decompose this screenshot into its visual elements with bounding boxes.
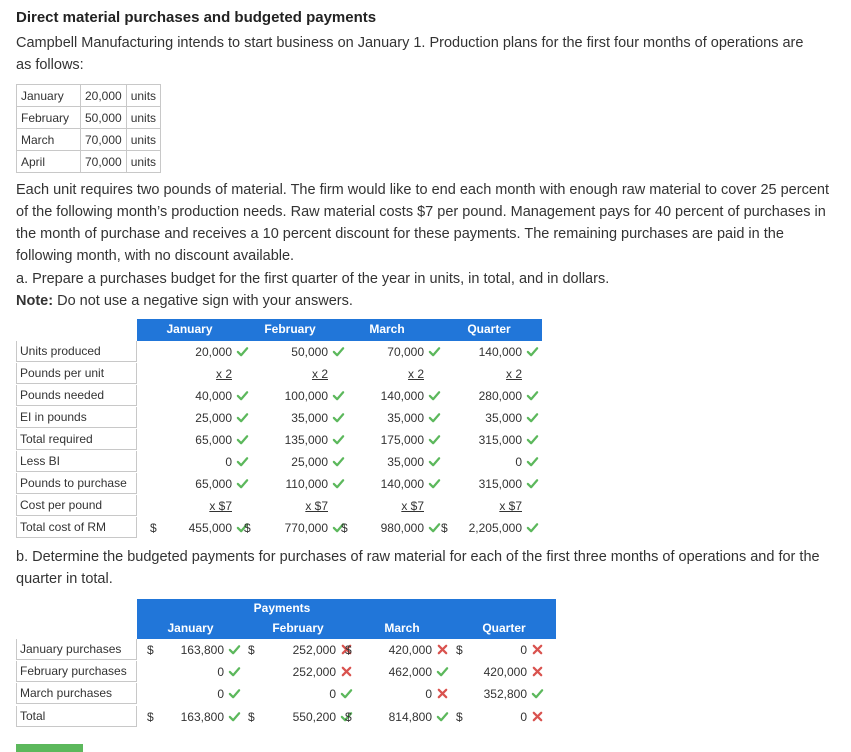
check-icon xyxy=(228,643,241,656)
budget-input[interactable] xyxy=(354,385,444,407)
cell-value: 25,000 xyxy=(291,455,328,469)
cell-value: 0 xyxy=(520,710,527,724)
table-row xyxy=(16,451,542,473)
cell-value: 110,000 xyxy=(285,477,328,491)
cell-value: x $7 xyxy=(401,499,424,513)
dollar-sign: $ xyxy=(150,521,157,535)
check-icon xyxy=(428,455,441,468)
cross-icon xyxy=(436,687,449,700)
check-icon xyxy=(428,477,441,490)
cross-icon xyxy=(436,643,449,656)
production-units: 50,000 xyxy=(81,107,127,129)
payment-input[interactable] xyxy=(154,706,244,728)
check-icon xyxy=(428,433,441,446)
cell-value: 252,000 xyxy=(292,643,336,657)
table-row xyxy=(16,363,542,385)
check-icon xyxy=(428,345,441,358)
table-row xyxy=(16,639,542,661)
budget-input[interactable] xyxy=(258,495,348,517)
cell-value: 0 xyxy=(329,687,336,701)
budget-input[interactable] xyxy=(452,517,542,539)
check-icon xyxy=(332,389,345,402)
cell-value: 315,000 xyxy=(478,477,522,491)
column-header: March xyxy=(384,621,420,635)
budget-input[interactable] xyxy=(258,385,348,407)
cell-value: x 2 xyxy=(215,367,232,381)
note-text xyxy=(16,290,353,312)
cell-value: 770,000 xyxy=(284,521,328,535)
column-header: Quarter xyxy=(467,322,511,336)
row-label: March purchases xyxy=(16,683,137,704)
budget-input[interactable] xyxy=(162,517,252,539)
production-units: 70,000 xyxy=(81,151,127,173)
payment-input[interactable] xyxy=(154,639,244,661)
cell-value: 252,000 xyxy=(292,665,336,679)
column-header: Quarter xyxy=(482,621,526,635)
dollar-sign: $ xyxy=(147,643,154,657)
check-icon xyxy=(526,455,539,468)
payment-input[interactable] xyxy=(457,706,547,728)
cell-value: 814,800 xyxy=(388,710,432,724)
check-icon xyxy=(526,477,539,490)
check-icon xyxy=(428,411,441,424)
cell-value: x 2 xyxy=(407,367,424,381)
dollar-sign: $ xyxy=(248,643,255,657)
payment-input[interactable] xyxy=(362,661,452,683)
budget-input[interactable] xyxy=(354,517,444,539)
details-text: Each unit requires two pounds of material. The firm would like to end each month with enough raw material to cover 25 percent of the following month’s production needs. Raw material costs $7 per pound. Management pays for 40 percent of purchases in the month of purchase and receives a 10 percent discount for these payments. The remaining purchases are paid in the following month, with no discount available. xyxy=(16,182,829,264)
cell-value: 140,000 xyxy=(478,345,522,359)
dollar-sign: $ xyxy=(456,643,463,657)
cell-value: 420,000 xyxy=(388,643,432,657)
check-icon xyxy=(228,710,241,723)
cell-value: 65,000 xyxy=(195,433,232,447)
payment-input[interactable] xyxy=(266,661,356,683)
budget-input[interactable] xyxy=(258,517,348,539)
payment-input[interactable] xyxy=(362,706,452,728)
check-icon xyxy=(236,389,249,402)
check-icon xyxy=(531,687,544,700)
cell-value: 0 xyxy=(217,665,224,679)
dollar-sign: $ xyxy=(456,710,463,724)
cell-value: 420,000 xyxy=(483,665,527,679)
table-row xyxy=(16,495,542,517)
cell-value: 280,000 xyxy=(478,389,522,403)
cell-value: 70,000 xyxy=(387,345,424,359)
cell-value: 0 xyxy=(425,687,432,701)
table-row xyxy=(16,683,542,705)
part-a-text: a. Prepare a purchases budget for the first quarter of the year in units, in total, and in dollars. xyxy=(16,271,610,287)
cross-icon xyxy=(340,665,353,678)
row-label: February purchases xyxy=(16,661,137,682)
budget-input[interactable] xyxy=(162,385,252,407)
check-icon xyxy=(236,477,249,490)
production-table xyxy=(16,84,161,173)
check-icon xyxy=(228,665,241,678)
cell-value: 163,800 xyxy=(180,643,224,657)
group-header: Payments xyxy=(253,601,311,615)
cell-value: x $7 xyxy=(209,499,232,513)
column-header: February xyxy=(272,621,324,635)
cross-icon xyxy=(531,665,544,678)
table-row xyxy=(16,473,542,495)
cell-value: 140,000 xyxy=(380,389,424,403)
row-label: Cost per pound xyxy=(16,495,137,516)
production-month: January xyxy=(17,85,81,107)
table-row xyxy=(16,407,542,429)
column-header: February xyxy=(264,322,316,336)
cell-value: 35,000 xyxy=(291,411,328,425)
budget-input[interactable] xyxy=(258,407,348,429)
production-units: 20,000 xyxy=(81,85,127,107)
note-body: Do not use a negative sign with your answers. xyxy=(53,293,353,309)
budget-input[interactable] xyxy=(354,407,444,429)
table-row xyxy=(16,706,542,728)
purchases-budget-table xyxy=(16,319,542,539)
dollar-sign: $ xyxy=(345,643,352,657)
budget-input[interactable] xyxy=(162,407,252,429)
budget-input[interactable] xyxy=(354,495,444,517)
cell-value: 40,000 xyxy=(195,389,232,403)
dollar-sign: $ xyxy=(441,521,448,535)
payment-input[interactable] xyxy=(266,683,356,705)
payment-input[interactable] xyxy=(362,683,452,705)
cell-value: 140,000 xyxy=(380,477,424,491)
cell-value: 0 xyxy=(520,643,527,657)
row-label: January purchases xyxy=(16,639,137,660)
cell-value: 0 xyxy=(217,687,224,701)
check-icon xyxy=(236,411,249,424)
budget-input[interactable] xyxy=(452,363,542,385)
table-row xyxy=(16,429,542,451)
production-unit-label: units xyxy=(126,85,160,107)
cell-value: 20,000 xyxy=(195,345,232,359)
budget-input[interactable] xyxy=(354,473,444,495)
budget-input[interactable] xyxy=(162,429,252,451)
cell-value: 315,000 xyxy=(478,433,522,447)
check-icon xyxy=(236,433,249,446)
production-row xyxy=(17,129,161,151)
row-label: EI in pounds xyxy=(16,407,137,428)
payment-input[interactable] xyxy=(362,639,452,661)
table-row xyxy=(16,341,542,363)
cell-value: 163,800 xyxy=(180,710,224,724)
dollar-sign: $ xyxy=(341,521,348,535)
cell-value: 35,000 xyxy=(387,455,424,469)
check-icon xyxy=(526,389,539,402)
production-row xyxy=(17,85,161,107)
column-header: January xyxy=(166,322,213,336)
check-icon xyxy=(236,455,249,468)
cell-value: x $7 xyxy=(499,499,522,513)
budget-input[interactable] xyxy=(162,495,252,517)
row-label: Pounds per unit xyxy=(16,363,137,384)
budget-input[interactable] xyxy=(452,429,542,451)
production-unit-label: units xyxy=(126,107,160,129)
table-row xyxy=(16,517,542,539)
cell-value: 550,200 xyxy=(292,710,336,724)
budget-input[interactable] xyxy=(258,429,348,451)
table-row xyxy=(16,385,542,407)
check-icon xyxy=(428,389,441,402)
payments-budget-table xyxy=(16,599,542,729)
cell-value: 135,000 xyxy=(284,433,328,447)
check-icon xyxy=(332,455,345,468)
check-icon xyxy=(526,411,539,424)
cell-value: x 2 xyxy=(311,367,328,381)
cell-value: x $7 xyxy=(305,499,328,513)
row-label: Total cost of RM xyxy=(16,517,137,538)
budget-input[interactable] xyxy=(354,451,444,473)
check-icon xyxy=(526,433,539,446)
payment-input[interactable] xyxy=(457,661,547,683)
row-label: Total required xyxy=(16,429,137,450)
cell-value: 980,000 xyxy=(380,521,424,535)
dollar-sign: $ xyxy=(248,710,255,724)
production-month: February xyxy=(17,107,81,129)
cell-value: 462,000 xyxy=(388,665,432,679)
table-header xyxy=(137,599,556,639)
check-icon xyxy=(332,411,345,424)
production-row xyxy=(17,151,161,173)
cell-value: 2,205,000 xyxy=(468,521,522,535)
check-icon xyxy=(332,345,345,358)
budget-input[interactable] xyxy=(162,341,252,363)
budget-input[interactable] xyxy=(162,451,252,473)
budget-input[interactable] xyxy=(452,407,542,429)
payment-input[interactable] xyxy=(154,661,244,683)
cell-value: 50,000 xyxy=(291,345,328,359)
payment-input[interactable] xyxy=(266,639,356,661)
intro-text: Campbell Manufacturing intends to start business on January 1. Production plans for the first four months of operations are as follows: xyxy=(16,35,804,73)
check-icon xyxy=(332,477,345,490)
cell-value: 35,000 xyxy=(387,411,424,425)
column-header: January xyxy=(167,621,214,635)
check-icon xyxy=(340,687,353,700)
dollar-sign: $ xyxy=(244,521,251,535)
cross-icon xyxy=(531,643,544,656)
cell-value: 25,000 xyxy=(195,411,232,425)
budget-input[interactable] xyxy=(162,363,252,385)
cell-value: 65,000 xyxy=(195,477,232,491)
check-icon xyxy=(526,345,539,358)
check-icon xyxy=(236,345,249,358)
table-row xyxy=(16,661,542,683)
budget-input[interactable] xyxy=(452,495,542,517)
budget-input[interactable] xyxy=(258,363,348,385)
row-label: Total xyxy=(16,706,137,727)
cross-icon xyxy=(531,710,544,723)
cell-value: 352,800 xyxy=(483,687,527,701)
budget-input[interactable] xyxy=(162,473,252,495)
budget-input[interactable] xyxy=(452,385,542,407)
cell-value: 0 xyxy=(225,455,232,469)
payment-input[interactable] xyxy=(266,706,356,728)
check-icon xyxy=(526,521,539,534)
production-month: March xyxy=(17,129,81,151)
table-header xyxy=(137,319,542,341)
budget-input[interactable] xyxy=(354,363,444,385)
budget-input[interactable] xyxy=(452,341,542,363)
budget-input[interactable] xyxy=(452,451,542,473)
check-icon xyxy=(436,665,449,678)
payment-input[interactable] xyxy=(457,683,547,705)
payment-input[interactable] xyxy=(457,639,547,661)
check-icon xyxy=(436,710,449,723)
cell-value: x 2 xyxy=(505,367,522,381)
cell-value: 175,000 xyxy=(380,433,424,447)
budget-input[interactable] xyxy=(452,473,542,495)
budget-input[interactable] xyxy=(258,473,348,495)
part-b-text: b. Determine the budgeted payments for purchases of raw material for each of the first three months of operations and for the quarter in total. xyxy=(16,549,820,587)
cell-value: 0 xyxy=(515,455,522,469)
production-units: 70,000 xyxy=(81,129,127,151)
submit-button-partial[interactable] xyxy=(16,744,83,752)
check-icon xyxy=(332,433,345,446)
check-icon xyxy=(228,687,241,700)
cell-value: 100,000 xyxy=(284,389,328,403)
row-label: Units produced xyxy=(16,341,137,362)
budget-input[interactable] xyxy=(258,341,348,363)
problem-title: Direct material purchases and budgeted payments xyxy=(16,9,377,26)
production-row xyxy=(17,107,161,129)
budget-input[interactable] xyxy=(354,429,444,451)
cell-value: 455,000 xyxy=(188,521,232,535)
dollar-sign: $ xyxy=(147,710,154,724)
budget-input[interactable] xyxy=(258,451,348,473)
row-label: Less BI xyxy=(16,451,137,472)
cell-value: 35,000 xyxy=(485,411,522,425)
payment-input[interactable] xyxy=(154,683,244,705)
check-icon xyxy=(428,521,441,534)
budget-input[interactable] xyxy=(354,341,444,363)
note-label: Note: xyxy=(16,293,54,309)
column-header: March xyxy=(369,322,405,336)
dollar-sign: $ xyxy=(345,710,352,724)
production-unit-label: units xyxy=(126,129,160,151)
production-month: April xyxy=(17,151,81,173)
production-unit-label: units xyxy=(126,151,160,173)
row-label: Pounds needed xyxy=(16,385,137,406)
row-label: Pounds to purchase xyxy=(16,473,137,494)
